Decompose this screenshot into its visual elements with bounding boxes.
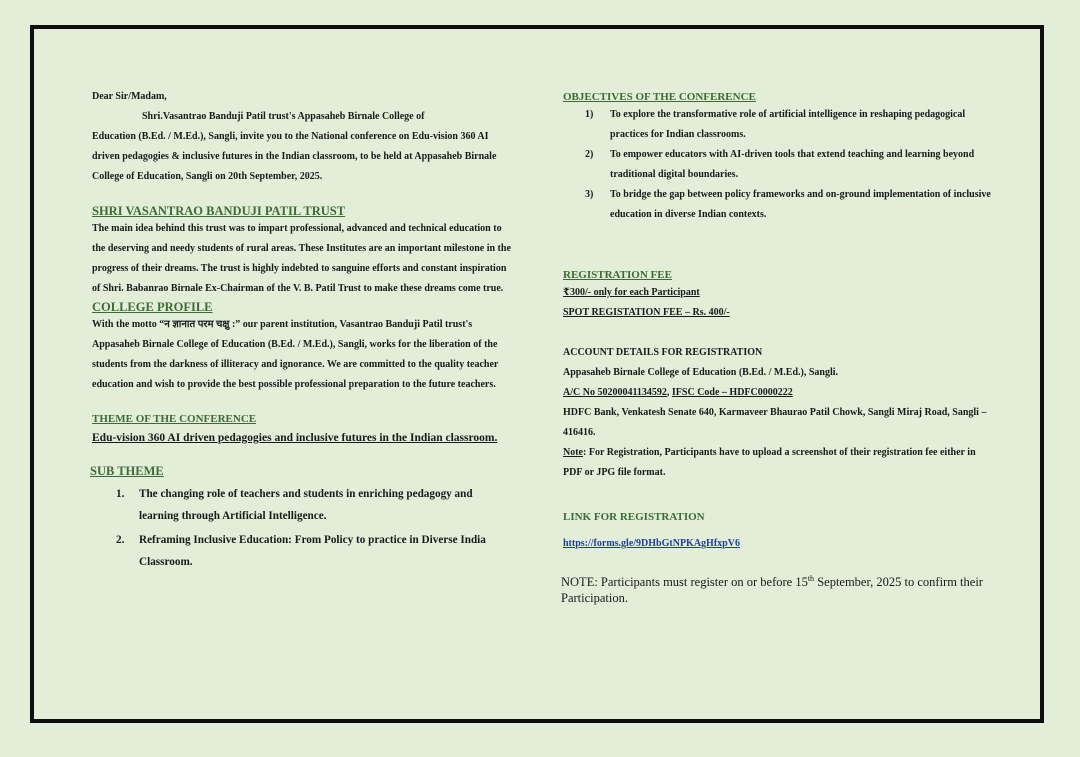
note-text: : For Registration, Participants have to upload a screenshot of their registration fee either in PDF or JPG file format. bbox=[563, 447, 976, 478]
account-heading: ACCOUNT DETAILS FOR REGISTRATION bbox=[563, 347, 763, 358]
objective-item bbox=[563, 185, 993, 225]
objective-item bbox=[563, 105, 993, 145]
final-note-superscript: th bbox=[807, 574, 815, 583]
subtheme-heading: SUB THEME bbox=[90, 464, 164, 478]
registration-link[interactable]: https://forms.gle/9DHbGtNPKAgHfxpV6 bbox=[563, 538, 740, 549]
objective-item-text: To empower educators with AI-driven tools that extend teaching and learning beyond traditional digital boundaries. bbox=[610, 149, 975, 180]
objective-item-text: To bridge the gap between policy frameworks and on-ground implementation of inclusive education in diverse Indian contexts. bbox=[610, 189, 991, 220]
trust-text: The main idea behind this trust was to impart professional, advanced and technical education to the deserving and needy students of rural areas. These Institutes are an important milestone in the progress of their dreams. The trust is highly indebted to sanguine efforts and constant inspiration of Shri. Babanrao Birnale Ex-Chairman of the V. B. Patil Trust to make these dreams come true. bbox=[92, 223, 511, 294]
subtheme-list bbox=[92, 483, 512, 573]
intro-first-line: Shri.Vasantrao Banduji Patil trust's Appasaheb Birnale College of bbox=[142, 111, 425, 122]
subtheme-item bbox=[92, 483, 512, 527]
theme-heading: THEME OF THE CONFERENCE bbox=[92, 413, 257, 425]
right-column bbox=[563, 87, 993, 606]
objectives-heading: OBJECTIVES OF THE CONFERENCE bbox=[563, 91, 756, 103]
registration-heading: REGISTRATION FEE bbox=[563, 269, 672, 281]
subtheme-item-number: 2. bbox=[116, 534, 125, 546]
subtheme-item-text: Reframing Inclusive Education: From Policy to practice in Diverse India Classroom. bbox=[139, 534, 486, 568]
final-note-start: NOTE: Participants must register on or before 15 bbox=[561, 575, 808, 590]
objective-item-number: 3) bbox=[585, 189, 594, 200]
profile-text: With the motto “न ज्ञानात परम चक्षु :” our parent institution, Vasantrao Banduji Patil trust's Appasaheb Birnale College of Education (B.Ed. / M.Ed.), Sangli, works for the liberation of the students from the darkness of illiteracy and ignorance. We are committed to the quality teacher education and wish to provide the best possible professional preparation to the future teachers. bbox=[92, 319, 499, 390]
registration-fee: ₹300/- only for each Participant bbox=[563, 287, 700, 298]
objective-item bbox=[563, 145, 993, 185]
salutation: Dear Sir/Madam, bbox=[92, 91, 167, 102]
subtheme-item-text: The changing role of teachers and students in enriching pedagogy and learning through Artificial Intelligence. bbox=[139, 488, 473, 522]
objective-item-number: 1) bbox=[585, 109, 594, 120]
note-label: Note bbox=[563, 447, 583, 458]
final-note bbox=[561, 571, 993, 606]
subtheme-item bbox=[92, 529, 512, 573]
final-note-end: September, 2025 to confirm their Participation. bbox=[561, 575, 983, 606]
bank-address: HDFC Bank, Venkatesh Senate 640, Karmaveer Bhaurao Patil Chowk, Sangli Miraj Road, Sangli – 416416. bbox=[563, 407, 987, 438]
theme-text: Edu-vision 360 AI driven pedagogies and inclusive futures in the Indian classroom. bbox=[92, 432, 498, 444]
account-number: A/C No 50200041134592 bbox=[563, 387, 667, 398]
left-column bbox=[92, 87, 512, 573]
objective-item-text: To explore the transformative role of artificial intelligence in reshaping pedagogical practices for Indian classrooms. bbox=[610, 109, 966, 140]
account-numbers bbox=[563, 383, 993, 403]
objectives-list bbox=[563, 105, 993, 225]
subtheme-item-number: 1. bbox=[116, 488, 125, 500]
trust-heading: SHRI VASANTRAO BANDUJI PATIL TRUST bbox=[92, 204, 346, 218]
account-name: Appasaheb Birnale College of Education (B.Ed. / M.Ed.), Sangli. bbox=[563, 367, 839, 378]
registration-note bbox=[563, 443, 993, 483]
intro-rest: Education (B.Ed. / M.Ed.), Sangli, invite you to the National conference on Edu-vision 360 AI driven pedagogies & inclusive futures in the Indian classroom, to be held at Appasaheb Birnale College of Education, Sangli on 20th September, 2025. bbox=[92, 131, 497, 182]
registration-link-row bbox=[563, 533, 993, 551]
intro-paragraph bbox=[92, 107, 512, 187]
link-heading: LINK FOR REGISTRATION bbox=[563, 511, 705, 523]
profile-heading: COLLEGE PROFILE bbox=[92, 300, 213, 314]
document-frame bbox=[30, 25, 1044, 723]
account-separator: , bbox=[666, 387, 672, 398]
ifsc-code: IFSC Code – HDFC0000222 bbox=[671, 387, 793, 398]
objective-item-number: 2) bbox=[585, 149, 594, 160]
spot-registration-fee: SPOT REGISTATION FEE – Rs. 400/- bbox=[563, 307, 730, 318]
